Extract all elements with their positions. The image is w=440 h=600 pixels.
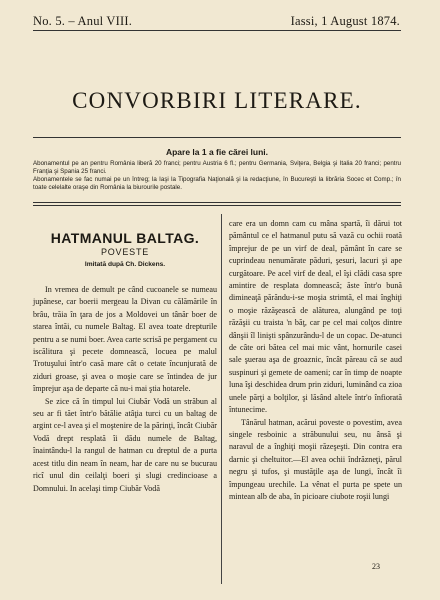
article-attribution: Imitată după Ch. Dickens. — [84, 261, 166, 268]
subscription-places: Abonamentele se fac numai pe un întreg; la Iaşi la Tipografia Naţională şi la redacţiune, în Bucureşti la librăria Socec et Comp.; în toate celelalte oraşe din România la biurourile postale. — [33, 176, 401, 191]
top-rule — [33, 30, 401, 31]
article-title: HATMANUL BALTAG. — [50, 230, 200, 246]
page-number: 23 — [372, 562, 380, 571]
publication-frequency: Apare la 1 a fie cărei luni. — [165, 147, 269, 157]
right-column — [229, 218, 402, 503]
left-column — [33, 284, 217, 495]
issue-date: Iassi, 1 August 1874. — [290, 14, 400, 28]
paragraph: care era un domn cam cu mâna spartă, îi dărui tot pământul ce el hatmanul putu să vază cu ochii roată împrejur de pe un virf de deal, pământ în care se cuprindeau nenumărate păduri, şesuri, lacuri şi ape curgătoare. Pe acel virf de deal, el îşi clădi casa spre amintire de resplata domnească; ăste într'o bună dimineaţă părăndu-i-se moşia strimtă, el mai înghiţi o moşie răzăşească de alăturea, alungând pe toţi răzăşii cu traista 'n băţ, car pe cel mai colţos dintre dânşii îl linişti spânzurându-l de un copac. De-atunci de câte ori bătea cel mai mic vânt, hornurile casei sale şuerau aşa de groaznic, încât păreau că se aud suspinuri şi gemete de oameni; car în timp de noapte luna îşi deschidea drum prin ziduri, luminând ca zioa unele părţi a bolţilor, şi lăsând altele într'o înfiorată întunecime. — [229, 219, 402, 415]
body-rule-double — [33, 205, 401, 206]
paragraph: Se zice că în timpul lui Ciubăr Vodă un străbun al seu ar fi tăet într'o bătălie atâţia turci cu un baltag de argint ce-l avea şi el moştenire de la părinţi, încât Ciubăr Vodă drept resplată îi dădu numele de Baltag, înaintându-l la rangul de hatman cu dreptul de a purta acest titlu din neam în neam, har de care nu se bucurau ricî unul din ceilalţi boeri şi slugi credincioase a Domnului. In acelaşi timp Ciubăr Vodă — [33, 396, 217, 493]
issue-header — [33, 14, 400, 29]
column-separator — [221, 214, 222, 584]
subscription-prices: Abonamentul pe an pentru România liberă 20 franci; pentru Austria 6 fl.; pentru Germania, Sviţera, Belgia şi Italia 20 franci; pentru Franţia şi Spania 25 franci. — [33, 160, 401, 175]
body-rule — [33, 202, 401, 203]
paragraph: In vremea de demult pe când cucoanele se numeau jupânese, car boerii mergeau la Divan cu călămările în brâu, trăia în ţara de jos a Moldovei un tânăr boer de starea întăi, cu numele Baltag. El avea toate drepturile pentru a se numi boer. Avea carte scrisă pe pergament cu iscălitura şi pecete domnească, locuea pe malul Trotuşului într'o casă mare cât o cetate încunjurată de ziduri groase, şi avea o moşie care se întindea de jur împrejur aşa de departe că nu-i mai ştia hotarele. — [33, 285, 217, 394]
paragraph: Tânărul hatman, acărui poveste o povestim, avea singele resboinic a străbunului seu, nu ânsă şi naravul de a înghiţi moşii răzeşeşti. Din contra era darnic şi cheltuitor.—El avea ochii îndrăzneţi, părul negru şi tufos, şi mustăţile aşa de lungi, încât îi împungeau urechile. La vênat el purta pe spete un mintean alb de aba, în picioare ciubote roşii lungi — [229, 417, 402, 501]
masthead-rule — [33, 137, 401, 138]
masthead-title: CONVORBIRI LITERARE. — [72, 88, 362, 113]
issue-number: No. 5. – Anul VIII. — [33, 14, 133, 28]
article-subtitle: POVESTE — [100, 247, 150, 257]
